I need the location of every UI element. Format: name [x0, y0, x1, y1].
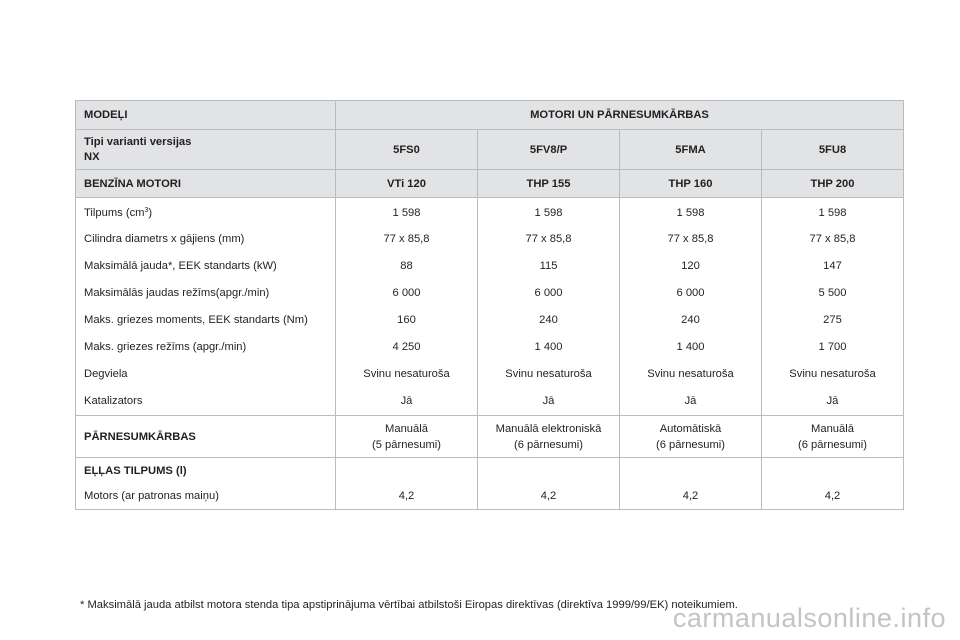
spec-value: 1 700: [818, 341, 847, 353]
spec-value: Svinu nesaturoša: [647, 368, 734, 380]
transmission-type: Manuālā: [385, 422, 428, 435]
spec-column-thp155: [478, 198, 620, 416]
oil-cell: [336, 458, 478, 510]
oil-value: 4,2: [540, 490, 557, 502]
footnote: * Maksimālā jauda atbilst motora stenda tipa apstiprinājuma vērtībai atbilstoši Eiropas direktīvas (direktīva 1999/99/EK) noteikumiem.: [80, 599, 738, 611]
spec-value: Jā: [684, 395, 697, 407]
transmission-gears: (6 pārnesumi): [655, 438, 725, 451]
spec-label: Maksimālās jaudas režīms(apgr./min): [84, 287, 270, 299]
spec-value: 77 x 85,8: [525, 233, 572, 245]
spec-label: Maksimālā jauda*, EEK standarts (kW): [84, 260, 277, 272]
spec-value: 275: [823, 314, 842, 326]
petrol-engines-label: BENZĪNA MOTORI: [76, 170, 336, 198]
spec-value: 77 x 85,8: [809, 233, 856, 245]
spec-value: Svinu nesaturoša: [363, 368, 450, 380]
spec-label: Maks. griezes moments, EEK standarts (Nm): [84, 314, 308, 326]
spec-value: 1 598: [392, 207, 421, 219]
spec-value: 88: [400, 260, 413, 272]
spec-value: 240: [681, 314, 700, 326]
spec-column-vti120: [336, 198, 478, 416]
variants-row: [76, 130, 904, 170]
spec-value: 240: [539, 314, 558, 326]
spec-value: 147: [823, 260, 842, 272]
oil-capacity-label: Motors (ar patronas maiņu): [84, 490, 219, 502]
spec-value: 77 x 85,8: [383, 233, 430, 245]
spec-body-row: [76, 198, 904, 416]
oil-cell: [478, 458, 620, 510]
transmission-type: Manuālā elektroniskā: [495, 422, 602, 435]
spec-label: Maks. griezes režīms (apgr./min): [84, 341, 247, 353]
engine-cell: THP 160: [620, 170, 762, 198]
spec-value: 160: [397, 314, 416, 326]
transmission-type: Automātiskā: [659, 422, 722, 435]
transmission-type: Manuālā: [811, 422, 854, 435]
spec-value: 1 598: [676, 207, 705, 219]
models-header-row: [76, 101, 904, 130]
engine-cell: VTi 120: [336, 170, 478, 198]
transmission-label: PĀRNESUMKĀRBAS: [76, 416, 336, 458]
spec-value: 6 000: [534, 287, 563, 299]
spec-value: 4 250: [392, 341, 421, 353]
engine-cell: THP 200: [762, 170, 904, 198]
variants-label: [76, 130, 336, 170]
oil-value: 4,2: [398, 490, 415, 502]
oil-value: 4,2: [824, 490, 841, 502]
spec-value: 1 598: [534, 207, 563, 219]
spec-value: Jā: [400, 395, 413, 407]
spec-value: Svinu nesaturoša: [789, 368, 876, 380]
transmission-cell: [620, 416, 762, 458]
spec-value: 5 500: [818, 287, 847, 299]
variant-cell: 5FMA: [620, 130, 762, 170]
displacement-label: Tilpums $(cm^3)$: [84, 207, 153, 219]
variants-label-line2: NX: [84, 150, 100, 163]
spec-value: Svinu nesaturoša: [505, 368, 592, 380]
transmission-cell: [762, 416, 904, 458]
spec-value: 1 400: [676, 341, 705, 353]
engines-transmissions-title: MOTORI UN PĀRNESUMKĀRBAS: [336, 101, 904, 130]
variant-cell: 5FS0: [336, 130, 478, 170]
variant-cell: 5FU8: [762, 130, 904, 170]
spec-labels: [76, 198, 336, 416]
transmission-cell: [478, 416, 620, 458]
spec-value: 115: [539, 260, 558, 272]
spec-value: Jā: [542, 395, 555, 407]
transmission-row: [76, 416, 904, 458]
oil-capacity-row: [76, 458, 904, 510]
spec-value: 1 598: [818, 207, 847, 219]
transmission-gears: (6 pārnesumi): [513, 438, 583, 451]
spec-label: Degviela: [84, 368, 128, 380]
spec-value: 6 000: [676, 287, 705, 299]
petrol-engines-row: [76, 170, 904, 198]
engine-cell: THP 155: [478, 170, 620, 198]
spec-value: 6 000: [392, 287, 421, 299]
transmission-gears: (5 pārnesumi): [371, 438, 441, 451]
oil-cell: [762, 458, 904, 510]
oil-value: 4,2: [682, 490, 699, 502]
spec-value: 77 x 85,8: [667, 233, 714, 245]
spec-column-thp160: [620, 198, 762, 416]
engine-spec-table: [75, 100, 904, 510]
variant-cell: 5FV8/P: [478, 130, 620, 170]
oil-cell: [620, 458, 762, 510]
spec-label: Cilindra diametrs x gājiens (mm): [84, 233, 245, 245]
spec-value: 120: [681, 260, 700, 272]
models-label: MODEĻI: [76, 101, 336, 130]
spec-value: 1 400: [534, 341, 563, 353]
spec-column-thp200: [762, 198, 904, 416]
transmission-cell: [336, 416, 478, 458]
watermark: carmanualsonline.info: [672, 603, 946, 633]
oil-capacity-title: EĻĻAS TILPUMS (l): [84, 465, 187, 477]
spec-value: Jā: [826, 395, 839, 407]
spec-label: Katalizators: [84, 395, 143, 407]
variants-label-line1: Tipi varianti versijas: [84, 135, 192, 148]
oil-labels: [76, 458, 336, 510]
transmission-gears: (6 pārnesumi): [797, 438, 867, 451]
